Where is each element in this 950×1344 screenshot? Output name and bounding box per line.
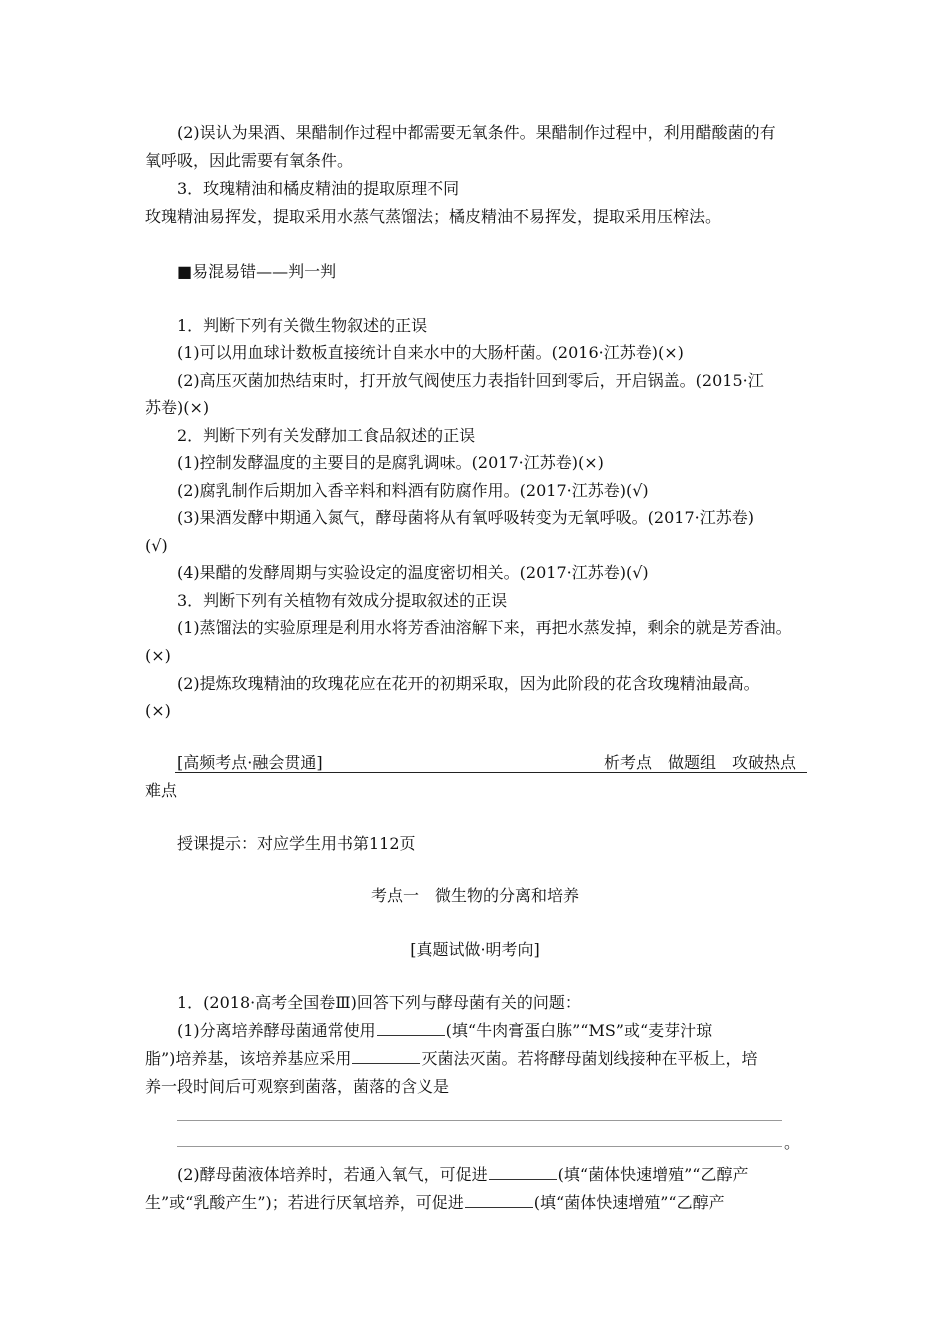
answer-blank[interactable] [377,1021,445,1036]
text-segment: 生”或“乳酸产生”)；若进行厌氧培养，可促进 [145,1193,464,1212]
exam-question-line: 养一段时间后可观察到菌落，菌落的含义是 [145,1077,450,1096]
question-item: (3)果酒发酵中期通入氮气，酵母菌将从有氧呼吸转变为无氧呼吸。(2017·江苏卷) [177,508,754,527]
exam-question-line [145,1193,725,1213]
question-item: (2)腐乳制作后期加入香辛料和料酒有防腐作用。(2017·江苏卷)(√) [177,481,649,500]
question-item: (1)控制发酵温度的主要目的是腐乳调味。(2017·江苏卷)(×) [177,453,604,472]
question-item-continued: (√) [145,536,168,555]
answer-line[interactable] [177,1146,782,1147]
question-item: (2)提炼玫瑰精油的玫瑰花应在花开的初期采取，因为此阶段的花含玫瑰精油最高。 [177,674,760,693]
paragraph-line: (2)误认为果酒、果醋制作过程中都需要无氧条件。果醋制作过程中，利用醋酸菌的有 [177,123,776,142]
answer-line[interactable] [177,1120,782,1121]
answer-blank[interactable] [465,1193,533,1208]
subtopic-title: [真题试做·明考向] [410,940,540,959]
topic-title: 考点一 微生物的分离和培养 [370,886,579,905]
exam-question-heading: 1．(2018·高考全国卷Ⅲ)回答下列与酵母菌有关的问题： [177,993,581,1012]
exam-question-line [177,1165,748,1185]
text-segment: (填“菌体快速增殖”“乙醇产 [533,1193,725,1212]
text-segment: (1)分离培养酵母菌通常使用 [177,1021,376,1040]
exam-question-line [177,1021,712,1041]
question-item: (4)果醋的发酵周期与实验设定的温度密切相关。(2017·江苏卷)(√) [177,563,649,582]
answer-blank[interactable] [489,1165,557,1180]
text-segment: 脂”)培养基，该培养基应采用 [145,1049,352,1068]
banner-right: 析考点 做题组 攻破热点 [604,753,797,772]
paragraph-heading: 3．玫瑰精油和橘皮精油的提取原理不同 [177,179,460,198]
paragraph-line: 氧呼吸，因此需要有氧条件。 [145,151,354,170]
question-item: (1)可以用血球计数板直接统计自来水中的大肠杆菌。(2016·江苏卷)(×) [177,343,684,362]
section-title: ■易混易错——判一判 [177,262,337,281]
question-item: (1)蒸馏法的实验原理是利用水将芳香油溶解下来，再把水蒸发掉，剩余的就是芳香油。 [177,618,792,637]
text-segment: (填“菌体快速增殖”“乙醇产 [557,1165,749,1184]
text-segment: 灭菌法灭菌。若将酵母菌划线接种在平板上，培 [421,1049,758,1068]
text-segment: (2)酵母菌液体培养时，若通入氧气，可促进 [177,1165,488,1184]
answer-blank[interactable] [352,1049,420,1064]
paragraph-line: 玫瑰精油易挥发，提取采用水蒸气蒸馏法；橘皮精油不易挥发，提取采用压榨法。 [145,207,722,226]
question-heading: 1．判断下列有关微生物叙述的正误 [177,316,428,335]
question-heading: 3．判断下列有关植物有效成分提取叙述的正误 [177,591,508,610]
question-item-continued: (×) [145,701,171,720]
question-item-continued: 苏卷)(×) [145,398,210,417]
question-item: (2)高压灭菌加热结束时，打开放气阀使压力表指针回到零后，开启锅盖。(2015·江 [177,371,764,390]
question-heading: 2．判断下列有关发酵加工食品叙述的正误 [177,426,476,445]
period-mark: 。 [784,1133,801,1152]
question-item-continued: (×) [145,646,171,665]
text-segment: (填“牛肉膏蛋白胨”“MS”或“麦芽汁琼 [445,1021,713,1040]
banner-left: [高频考点·融会贯通] [177,753,323,772]
teaching-hint: 授课提示：对应学生用书第112页 [177,834,416,853]
banner-wrap: 难点 [145,781,178,800]
exam-question-line [145,1049,757,1069]
banner-rule [175,772,807,773]
